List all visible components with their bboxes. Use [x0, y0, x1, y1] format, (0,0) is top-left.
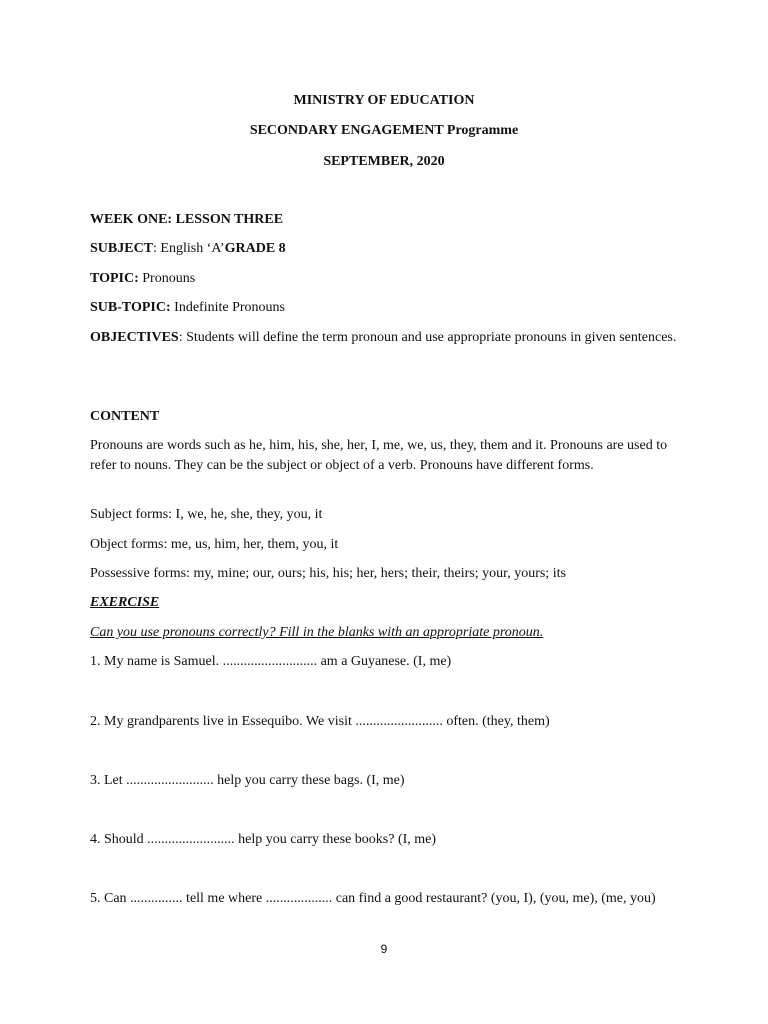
object-forms: Object forms: me, us, him, her, them, you, it: [90, 537, 339, 552]
question-3: 3. Let ......................... help you carry these bags. (I, me): [90, 773, 405, 788]
objectives-paragraph: [90, 328, 680, 348]
topic-value: Pronouns: [138, 271, 196, 286]
objectives-label: OBJECTIVES: [90, 330, 179, 345]
ministry-title: MINISTRY OF EDUCATION: [293, 93, 475, 108]
subject-forms: Subject forms: I, we, he, she, they, you, it: [90, 507, 323, 522]
question-4: 4. Should ......................... help you carry these books? (I, me): [90, 832, 437, 847]
topic-line: [90, 269, 680, 289]
question-5: 5. Can ............... tell me where ................... can find a good restaurant? (you, I), (you, me), (me, you): [90, 891, 656, 906]
topic-label: TOPIC:: [90, 271, 139, 286]
programme-bold: SECONDARY ENGAGEMENT: [249, 123, 444, 138]
subtopic-line: [90, 298, 680, 318]
exercise-heading: [90, 593, 680, 613]
content-paragraph: Pronouns are words such as he, him, his, she, her, I, me, we, us, they, them and it. Pronouns are used to refer to nouns. They can be the subject or object of a verb. Pronouns have different forms.: [90, 438, 668, 473]
subtopic-label: SUB-TOPIC:: [90, 300, 171, 315]
content-heading-text: CONTENT: [90, 409, 160, 424]
subject-label: SUBJECT: [90, 241, 154, 256]
page-number: 9: [380, 942, 388, 956]
week-heading: [90, 210, 680, 230]
objectives-value: : Students will define the term pronoun and use appropriate pronouns in given sentences.: [178, 330, 677, 345]
week-label: WEEK ONE: LESSON THREE: [90, 212, 284, 227]
grade-label: GRADE 8: [224, 241, 286, 256]
subject-value: : English ‘A’: [153, 241, 225, 256]
programme-title: [0, 121, 768, 141]
content-heading: [90, 407, 680, 427]
possessive-forms: Possessive forms: my, mine; our, ours; his, his; her, hers; their, theirs; your, yours; its: [90, 566, 566, 581]
question-1: 1. My name is Samuel. ........................... am a Guyanese. (I, me): [90, 654, 452, 669]
subject-line: [90, 239, 680, 259]
question-2: 2. My grandparents live in Essequibo. We visit ......................... often. (they, them): [90, 714, 550, 729]
exercise-instruction: Can you use pronouns correctly? Fill in the blanks with an appropriate pronoun.: [90, 625, 544, 640]
subtopic-value: Indefinite Pronouns: [170, 300, 285, 315]
date-title: SEPTEMBER, 2020: [323, 154, 445, 169]
exercise-heading-text: EXERCISE: [90, 595, 160, 610]
programme-rest: Programme: [443, 123, 519, 138]
